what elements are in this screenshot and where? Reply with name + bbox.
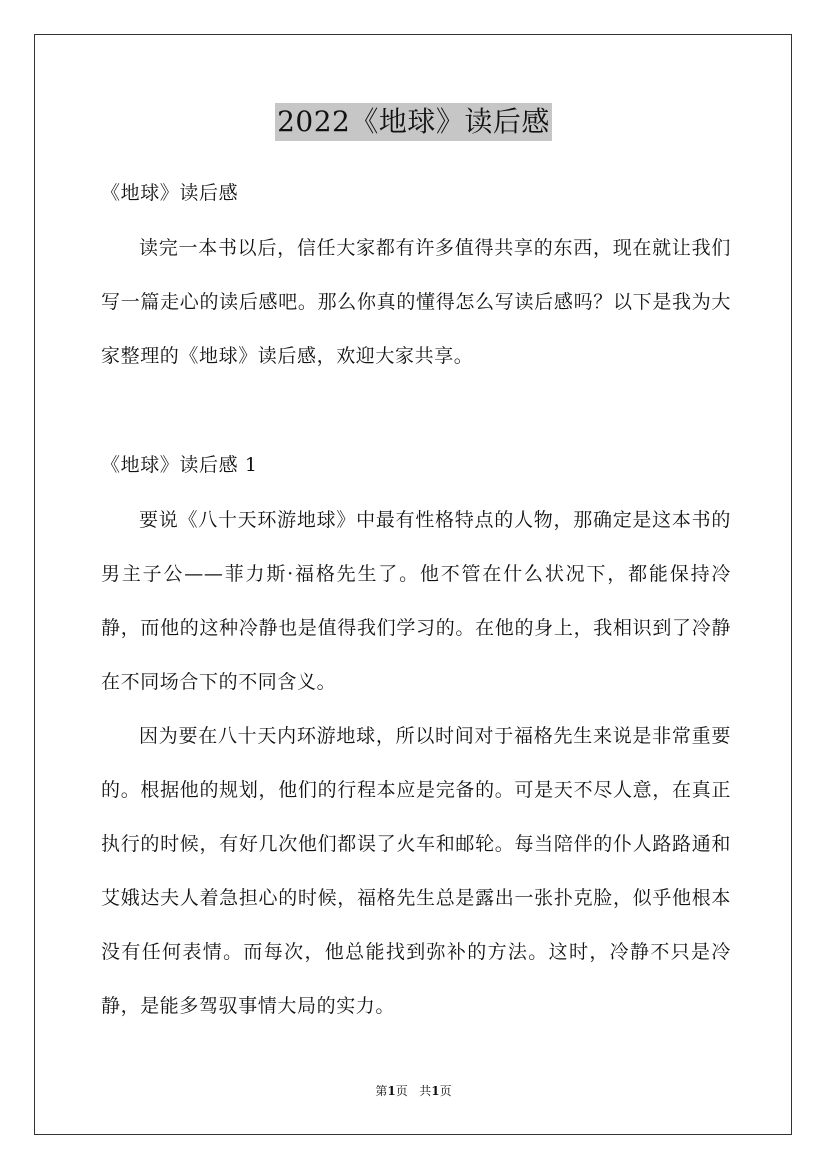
document-title: 2022《地球》读后感 [275, 103, 552, 141]
section-1-body [101, 493, 731, 1033]
footer-page-number: 1 [387, 1084, 396, 1098]
title-wrap [0, 103, 827, 141]
intro-section [101, 221, 731, 383]
body-paragraph: 因为要在八十天内环游地球，所以时间对于福格先生来说是非常重要的。根据他的规划，他们的行程本应是完备的。可是天不尽人意，在真正执行的时候，有好几次他们都误了火车和邮轮。每当陪伴的仆人路路通和艾娥达夫人着急担心的时候，福格先生总是露出一张扑克脸，似乎他根本没有任何表情。而每次，他总能找到弥补的方法。这时，冷静不只是冷静，是能多驾驭事情大局的实力。 [101, 725, 731, 1017]
intro-paragraph: 读完一本书以后，信任大家都有许多值得共享的东西，现在就让我们写一篇走心的读后感吧。那么你真的懂得怎么写读后感吗？以下是我为大家整理的《地球》读后感，欢迎大家共享。 [101, 237, 731, 367]
body-paragraph: 要说《八十天环游地球》中最有性格特点的人物，那确定是这本书的男主子公——菲力斯·福格先生了。他不管在什么状况下，都能保持冷静，而他的这种冷静也是值得我们学习的。在他的身上，我相识到了冷静在不同场合下的不同含义。 [101, 509, 731, 693]
footer-page-suffix: 页 [395, 1084, 408, 1098]
intro-heading: 《地球》读后感 [101, 182, 239, 204]
section-1-heading: 《地球》读后感 1 [101, 454, 258, 476]
footer-total-number: 1 [431, 1084, 440, 1098]
footer-total-prefix: 共 [419, 1084, 432, 1098]
footer-total-suffix: 页 [439, 1084, 452, 1098]
footer-page-prefix: 第 [375, 1084, 388, 1098]
page-footer [0, 1082, 827, 1100]
